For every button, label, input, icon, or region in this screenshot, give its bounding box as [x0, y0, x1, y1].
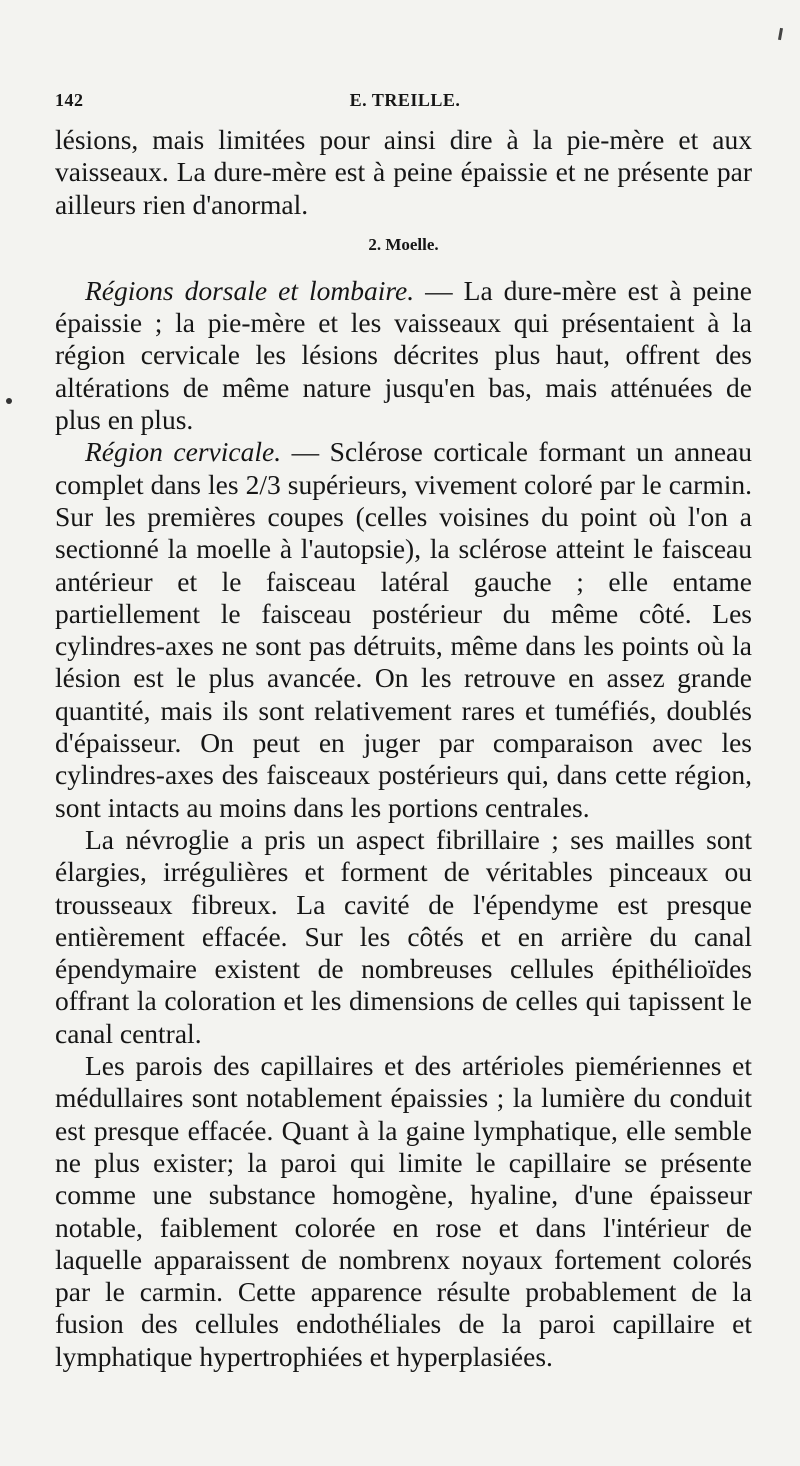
page-header [55, 90, 755, 114]
page-number: 142 [55, 90, 84, 110]
paragraph-3 [55, 436, 752, 824]
paragraph-2 [55, 275, 752, 436]
section-title: 2. Moelle. [368, 234, 439, 254]
paragraph-1: lésions, mais limitées pour ainsi dire à la pie-mère et aux vaisseaux. La dure-mère est à peine épaissie et ne présente par ailleurs rien d'anormal. [55, 124, 752, 220]
paragraph-3-text: — Sclérose corticale formant un anneau complet dans les 2/3 supérieurs, vivement coloré par le carmin. Sur les premières coupes (celles voisines du point où l'on a sectionné la moelle à l'autopsie), la sclérose atteint le faisceau antérieur et le faisceau latéral gauche ; elle entame partiellement le faisceau postérieur du même côté. Les cylindres-axes ne sont pas détruits, même dans les points où la lésion est le plus avancée. On les retrouve en assez grande quantité, mais ils sont relativement rares et tuméfiés, doublés d'épaisseur. On peut en juger par comparaison avec les cylindres-axes des faisceaux postérieurs qui, dans cette région, sont intacts au moins dans les portions centrales. [55, 436, 753, 823]
margin-dot [6, 398, 12, 404]
paragraph-4: La névroglie a pris un aspect fibrillaire ; ses mailles sont élargies, irrégulières et forment de véritables pinceaux ou trousseaux fibreux. La cavité de l'épendyme est presque entièrement effacée. Sur les côtés et en arrière du canal épendymaire existent de nombreuses cellules épithélioïdes offrant la coloration et les dimensions de celles qui tapissent le canal central. [55, 823, 752, 1049]
running-head: E. TREILLE. [349, 90, 461, 110]
paragraph-2-text: — La dure-mère est à peine épaissie ; la pie-mère et les vaisseaux qui présentaient à la région cervicale les lésions décrites plus haut, offrent des altérations de même nature jusqu'en bas, mais atténuées de plus en plus. [55, 274, 752, 436]
paragraph-5: Les parois des capillaires et des artérioles piemériennes et médullaires sont notablement épaissies ; la lumière du conduit est presque effacée. Quant à la gaine lymphatique, elle semble ne plus exister; la paroi qui limite le capillaire se présente comme une substance homogène, hyaline, d'une épaisseur notable, faiblement colorée en rose et dans l'intérieur de laquelle apparaissent de nombrenx noyaux fortement colorés par le carmin. Cette apparence résulte probablement de la fusion des cellules endothéliales de la paroi capillaire et lymphatique hypertrophiées et hyperplasiées. [55, 1050, 752, 1372]
body-text [55, 124, 752, 1373]
margin-mark [778, 28, 783, 40]
paragraph-2-runin-heading: Régions dorsale et lombaire. [85, 274, 415, 306]
paragraph-3-runin-heading: Région cervicale. [85, 436, 282, 468]
